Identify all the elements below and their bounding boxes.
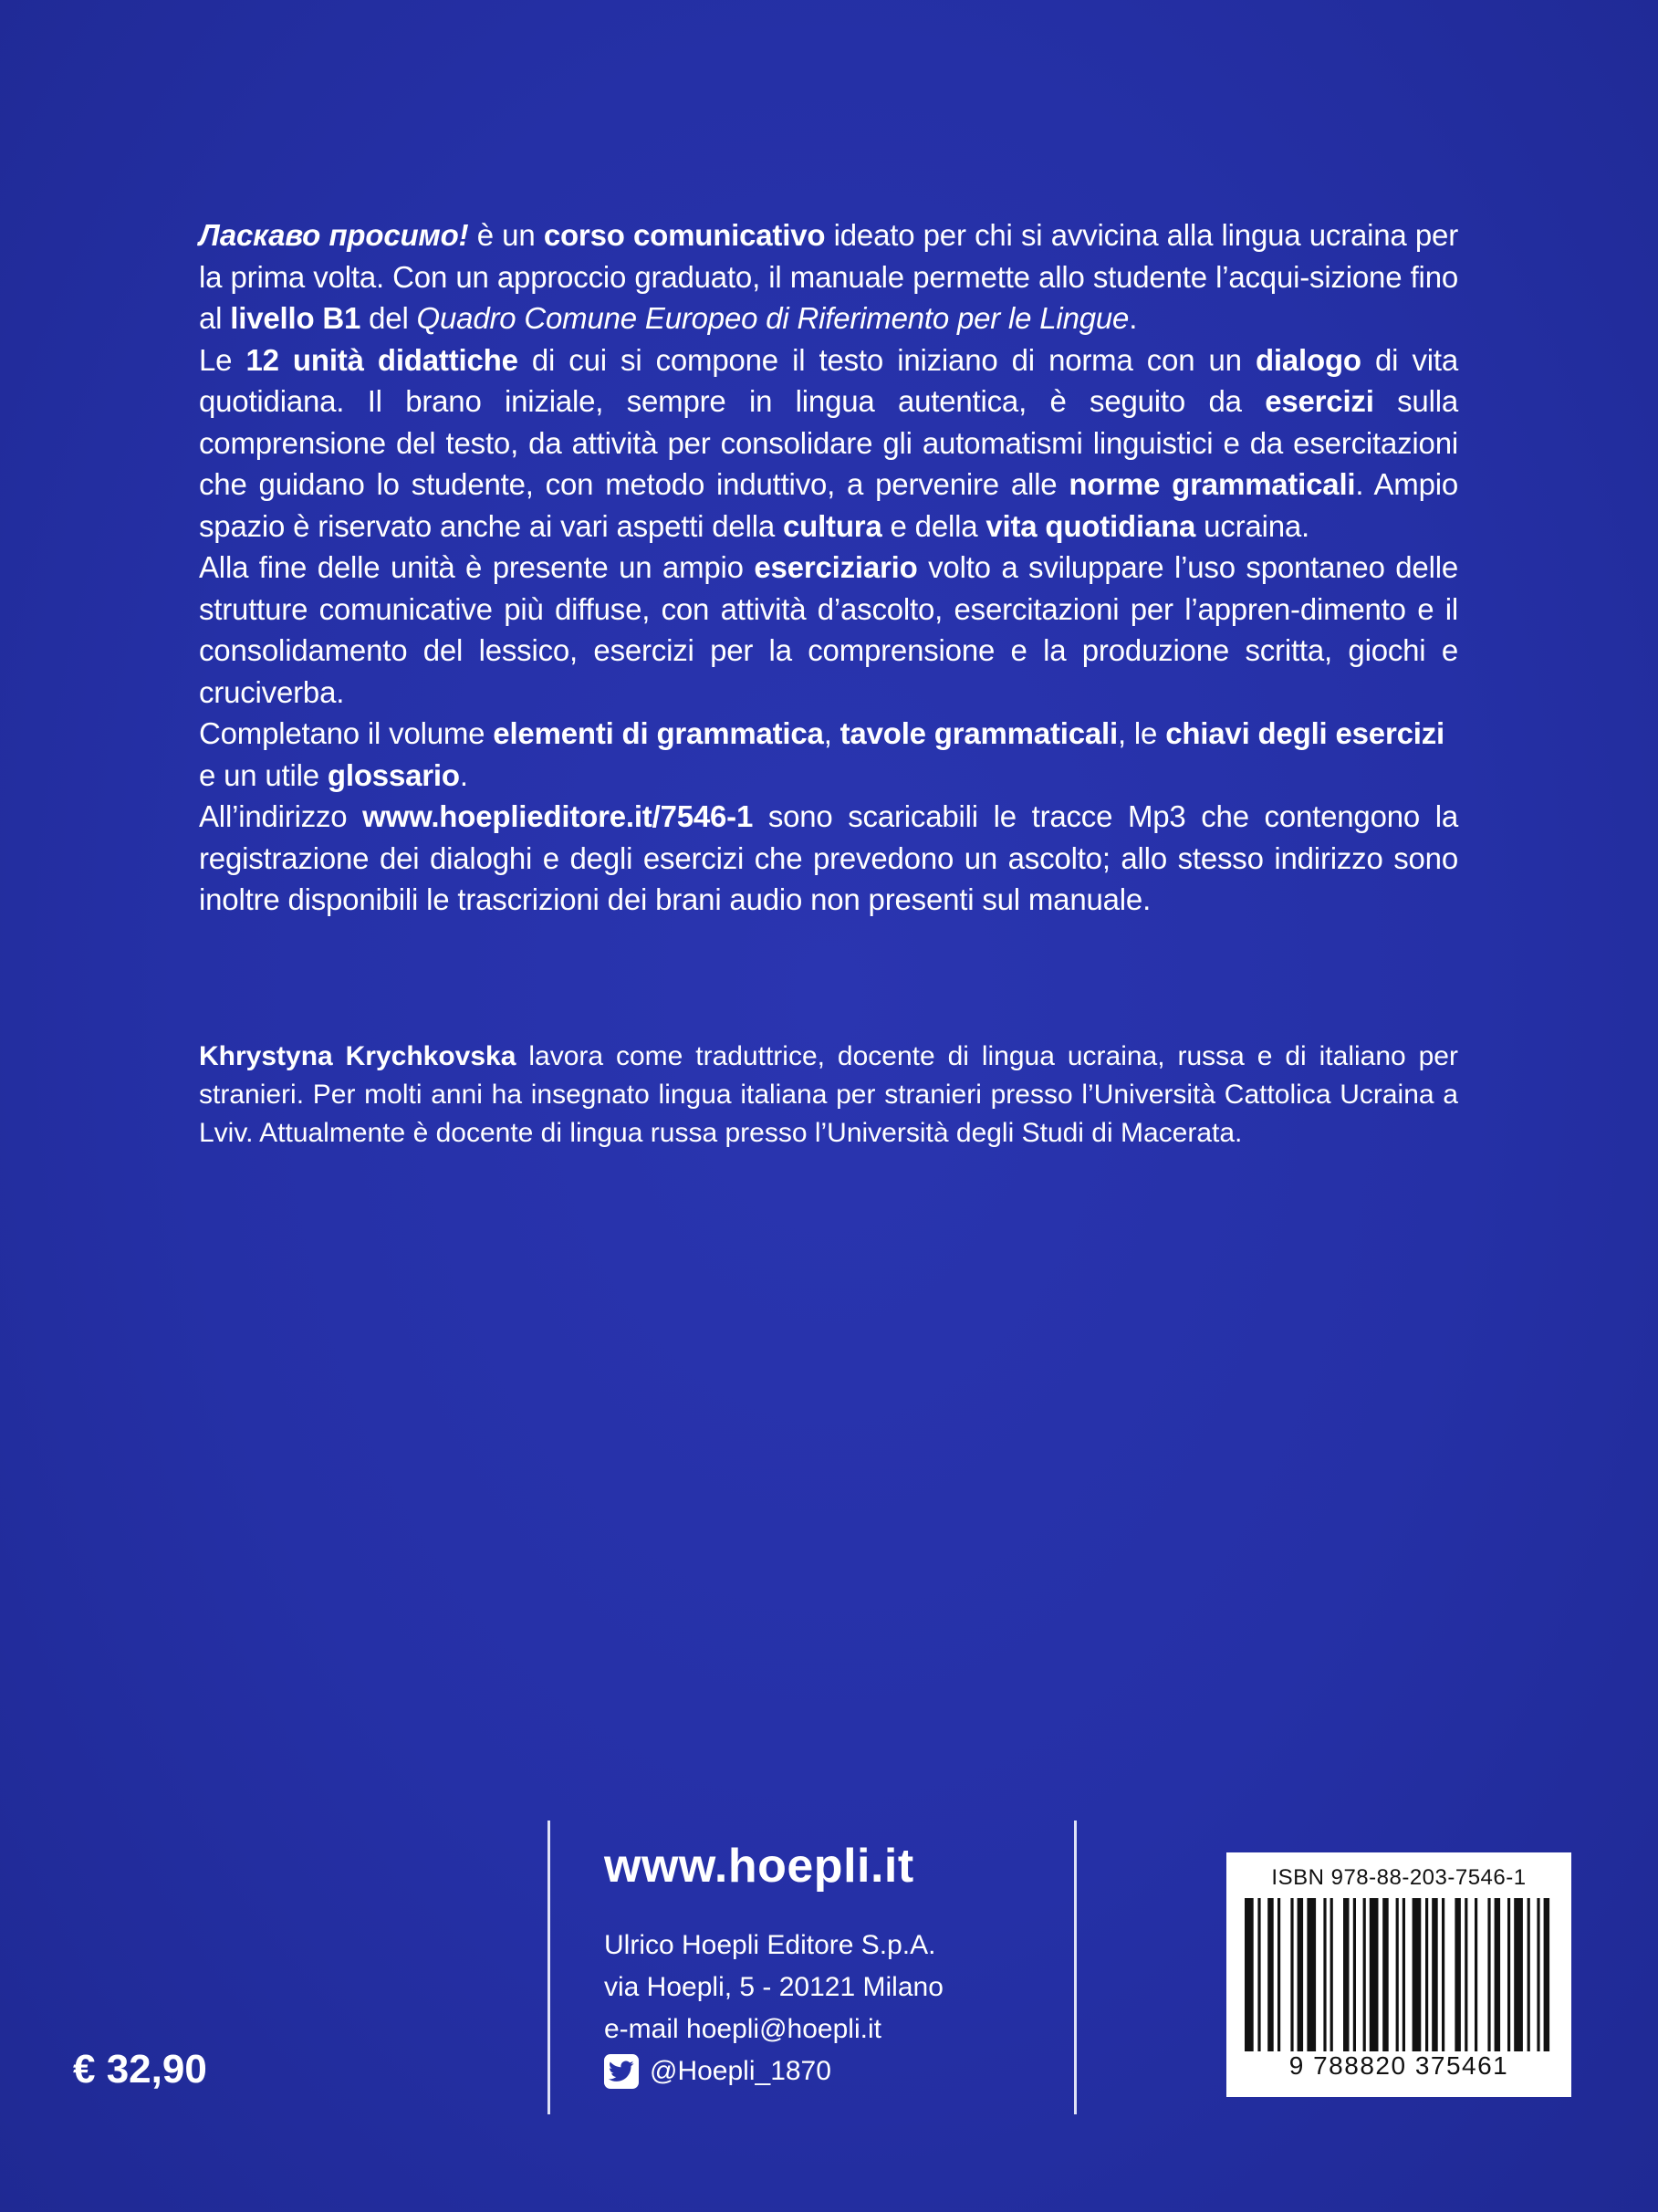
text: sono scaricabili le tracce Mp3 che contengono la registrazione dei dialoghi e degli esercizi che prevedono un ascolto; allo stesso indirizzo sono inoltre disponibili le trascrizioni dei brani audio non presenti sul manuale.	[199, 799, 1458, 916]
text: volto a sviluppare l’uso spontaneo delle strutture comunicative più diffuse, con attività d’ascolto, esercitazioni per l’appren-dimento e il consolidamento del lessico, esercizi per la comprensione e la produzione scritta, giochi e cruciverba.	[199, 550, 1458, 709]
text: ,	[823, 716, 840, 750]
barcode-bar	[1298, 1898, 1304, 2051]
barcode-bar	[1330, 1898, 1333, 2051]
download-url: www.hoeplieditore.it/7546-1	[362, 799, 754, 833]
text: del	[360, 301, 417, 335]
text: Le	[199, 342, 246, 377]
barcode-bar	[1465, 1898, 1467, 2051]
barcode-bar	[1495, 1898, 1501, 2051]
barcode-bar	[1455, 1898, 1461, 2051]
publisher-twitter	[604, 2050, 944, 2092]
text: ideato per chi si avvicina alla lingua ucraina per la prima volta. Con un approccio graduato, il manuale permette allo studente l’acqui-sizione fino al	[199, 218, 1458, 335]
author-bio-text: lavora come traduttrice, docente di lingua ucraina, russa e di italiano per stranieri. Per molti anni ha insegnato lingua italiana per stranieri presso l’Università Cattolica Ucraina a Lviv. Attualmente è docente di lingua russa presso l’Università degli Studi di Macerata.	[199, 1041, 1458, 1148]
bold-text: chiavi degli esercizi	[1165, 716, 1444, 750]
text: .	[1129, 301, 1138, 335]
barcode-bar	[1343, 1898, 1350, 2051]
isbn-label: ISBN 978-88-203-7546-1	[1271, 1865, 1527, 1890]
text: , le	[1117, 716, 1166, 750]
text: Completano il volume	[199, 716, 494, 750]
barcode-bar	[1307, 1898, 1316, 2051]
bold-text: tavole grammaticali	[839, 716, 1118, 750]
barcode-bar	[1363, 1898, 1366, 2051]
barcode-bar	[1277, 1898, 1280, 2051]
barcode-bar	[1245, 1898, 1254, 2051]
twitter-bird-icon	[604, 2054, 639, 2089]
barcode-bar	[1396, 1898, 1399, 2051]
publisher-address: via Hoepli, 5 - 20121 Milano	[604, 1972, 944, 2002]
barcode-bar	[1544, 1898, 1550, 2051]
text: di cui si compone il testo iniziano di norma con un	[517, 342, 1256, 377]
barcode-bar	[1353, 1898, 1356, 2051]
publisher-name: Ulrico Hoepli Editore S.p.A.	[604, 1930, 936, 1960]
bold-text: vita quotidiana	[985, 508, 1196, 543]
divider-left	[547, 1821, 550, 2114]
text: sulla comprensione del testo, da attività per consolidare gli automatismi linguistici e da esercitazioni che guidano lo studente, con metodo induttivo, a pervenire alle	[199, 384, 1458, 501]
barcode-bar	[1290, 1898, 1293, 2051]
bold-text: glossario	[327, 757, 460, 792]
text: All’indirizzo	[199, 799, 363, 833]
publisher-info	[604, 1839, 944, 2092]
barcode-bar	[1487, 1898, 1490, 2051]
barcode-icon	[1245, 1898, 1553, 2051]
author-name: Khrystyna Krychkovska	[199, 1041, 516, 1071]
barcode-bar	[1442, 1898, 1444, 2051]
blurb-paragraph-1	[199, 214, 1458, 339]
barcode-bar	[1403, 1898, 1405, 2051]
isbn-digits: 9 788820 375461	[1288, 2051, 1509, 2080]
barcode-bar	[1425, 1898, 1428, 2051]
blurb-paragraph-3	[199, 547, 1458, 713]
title-cyrillic: Ласкаво просимо!	[199, 218, 469, 252]
bold-text: eserciziario	[754, 550, 918, 584]
text: .	[459, 757, 468, 792]
author-bio	[199, 1038, 1458, 1153]
bold-text: cultura	[782, 508, 882, 543]
price-label: € 32,90	[73, 2047, 207, 2092]
blurb-paragraph-4	[199, 713, 1458, 796]
bold-text: 12 unità didattiche	[245, 342, 518, 377]
barcode-bar	[1514, 1898, 1523, 2051]
text: ucraina.	[1195, 508, 1309, 543]
text: e della	[881, 508, 986, 543]
bold-text: livello B1	[230, 301, 361, 335]
text: e un utile	[199, 757, 328, 792]
bold-text: dialogo	[1255, 342, 1361, 377]
barcode-bar	[1382, 1898, 1389, 2051]
barcode-bar	[1528, 1898, 1530, 2051]
barcode-bar	[1475, 1898, 1477, 2051]
bold-text: esercizi	[1265, 384, 1374, 418]
blurb-paragraph-2	[199, 339, 1458, 548]
italic-text: Quadro Comune Europeo di Riferimento per le Lingue	[416, 301, 1130, 335]
barcode-bar	[1413, 1898, 1422, 2051]
barcode-bar	[1257, 1898, 1260, 2051]
divider-right	[1074, 1821, 1077, 2114]
barcode-bar	[1323, 1898, 1326, 2051]
text: è un	[468, 218, 544, 252]
publisher-email: e-mail hoepli@hoepli.it	[604, 2014, 881, 2044]
barcode-bar	[1267, 1898, 1274, 2051]
isbn-barcode-panel	[1226, 1852, 1571, 2097]
bold-text: norme grammaticali	[1069, 467, 1356, 501]
barcode-bar	[1507, 1898, 1510, 2051]
barcode-bar	[1537, 1898, 1539, 2051]
barcode-bar	[1370, 1898, 1379, 2051]
text: . Ampio spazio è riservato anche ai vari aspetti della	[199, 467, 1459, 543]
back-cover-blurb	[199, 214, 1458, 921]
bold-text: elementi di grammatica	[493, 716, 824, 750]
barcode-bar	[1432, 1898, 1438, 2051]
text: Alla fine delle unità è presente un ampio	[199, 550, 755, 584]
publisher-website: www.hoepli.it	[604, 1840, 914, 1893]
text: di vita quotidiana. Il brano iniziale, sempre in lingua autentica, è seguito da	[199, 342, 1459, 418]
bold-text: corso comunicativo	[543, 218, 826, 252]
blurb-paragraph-5	[199, 796, 1458, 921]
twitter-handle: @Hoepli_1870	[650, 2056, 831, 2086]
